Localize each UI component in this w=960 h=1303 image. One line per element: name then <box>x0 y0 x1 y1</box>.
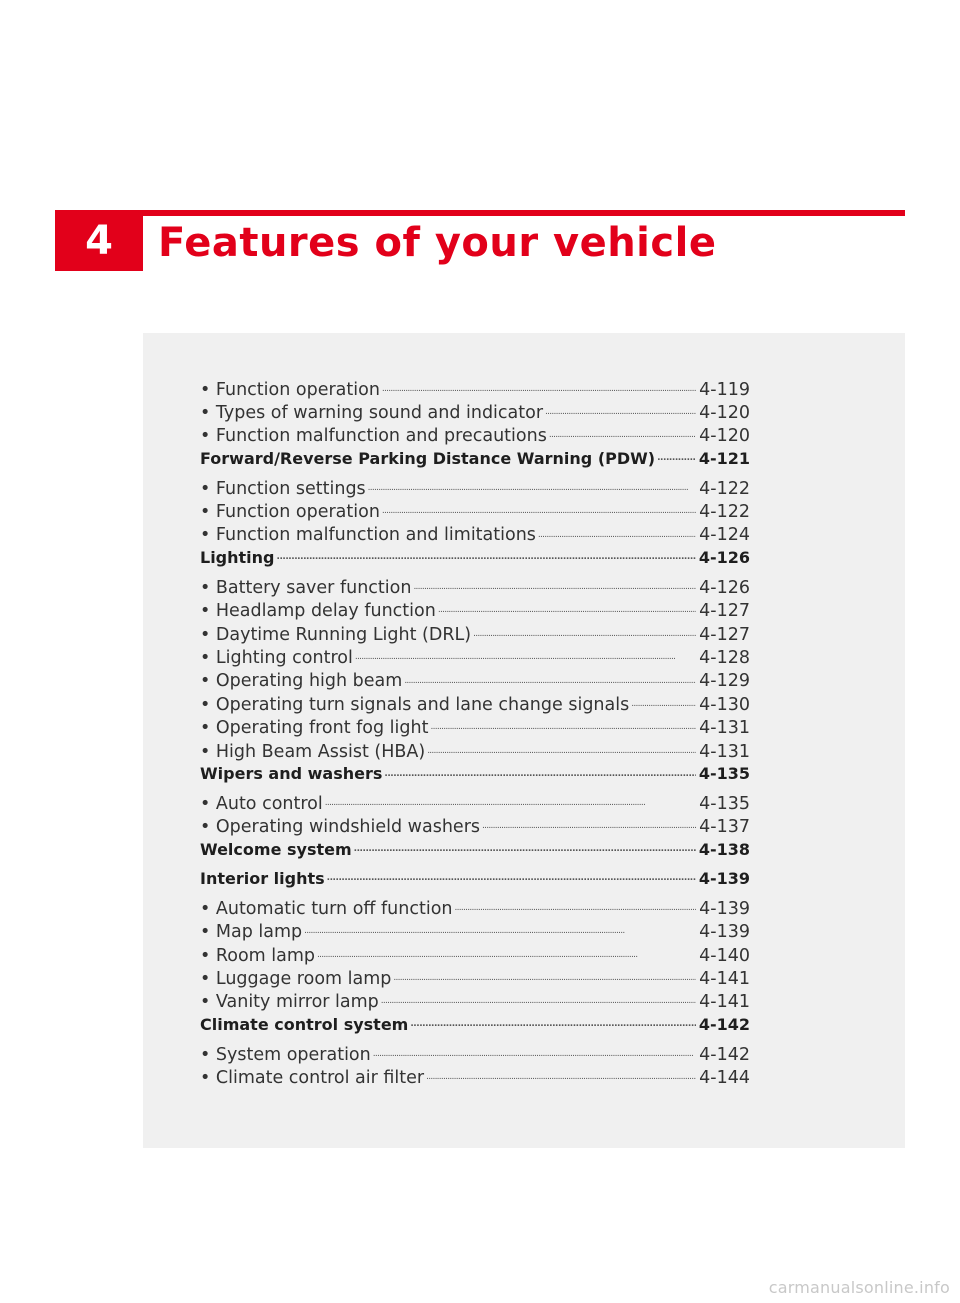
toc-label: • Types of warning sound and indicator <box>200 402 544 423</box>
toc-page-number: 4-131 <box>699 741 750 762</box>
toc-entry[interactable] <box>200 943 750 966</box>
toc-label: • Function malfunction and precautions <box>200 426 547 447</box>
toc-heading[interactable] <box>200 1013 750 1042</box>
toc-entry[interactable] <box>200 476 750 499</box>
toc-entry[interactable] <box>200 815 750 838</box>
toc-leader-dots <box>545 400 696 418</box>
toc-page-number: 4-129 <box>699 671 750 692</box>
toc-entry[interactable] <box>200 599 750 622</box>
toc-label: • Room lamp <box>200 945 316 966</box>
toc-leader-dots <box>473 622 696 640</box>
toc-label: • System operation <box>200 1044 371 1065</box>
toc-leader-dots <box>277 547 696 563</box>
toc-entry[interactable] <box>200 1042 750 1065</box>
toc-leader-dots <box>325 791 696 809</box>
toc-entry[interactable] <box>200 1066 750 1089</box>
toc-entry[interactable] <box>200 990 750 1013</box>
toc-entry[interactable] <box>200 377 750 400</box>
toc-leader-dots <box>426 1066 696 1084</box>
toc-page-number: 4-141 <box>699 968 750 989</box>
toc-label: • Map lamp <box>200 922 303 943</box>
table-of-contents <box>200 377 750 1089</box>
chapter-title: Features of your vehicle <box>158 220 717 266</box>
toc-label: Interior lights <box>200 869 325 889</box>
toc-leader-dots <box>657 448 696 464</box>
toc-page-number: 4-127 <box>699 601 750 622</box>
toc-label: • Operating windshield washers <box>200 817 481 838</box>
toc-label: • Luggage room lamp <box>200 968 392 989</box>
toc-label: • Function malfunction and limitations <box>200 525 536 546</box>
toc-leader-dots <box>304 920 696 938</box>
toc-entry[interactable] <box>200 896 750 919</box>
toc-page-number: 4-120 <box>699 426 750 447</box>
toc-leader-dots <box>538 523 696 541</box>
toc-heading[interactable] <box>200 546 750 575</box>
toc-label: • Battery saver function <box>200 577 412 598</box>
toc-page-number: 4-128 <box>699 648 750 669</box>
toc-leader-dots <box>455 896 697 914</box>
watermark: carmanualsonline.info <box>768 1278 950 1297</box>
toc-label: • Auto control <box>200 793 323 814</box>
toc-label: • Function operation <box>200 379 380 400</box>
toc-page-number: 4-139 <box>698 869 750 889</box>
toc-leader-dots <box>327 868 696 884</box>
toc-label: • Automatic turn off function <box>200 898 453 919</box>
toc-page-number: 4-138 <box>698 840 750 860</box>
toc-entry[interactable] <box>200 500 750 523</box>
toc-label: • Lighting control <box>200 648 353 669</box>
toc-page-number: 4-139 <box>699 898 750 919</box>
toc-entry[interactable] <box>200 966 750 989</box>
toc-label: • Function settings <box>200 478 366 499</box>
toc-label: • High Beam Assist (HBA) <box>200 741 426 762</box>
toc-leader-dots <box>382 377 696 395</box>
toc-page-number: 4-122 <box>699 478 750 499</box>
toc-heading[interactable] <box>200 867 750 896</box>
toc-entry[interactable] <box>200 739 750 762</box>
toc-leader-dots <box>317 943 696 961</box>
toc-leader-dots <box>393 966 696 984</box>
toc-leader-dots <box>413 575 696 593</box>
toc-leader-dots <box>404 669 696 687</box>
toc-label: • Daytime Running Light (DRL) <box>200 624 472 645</box>
toc-label: • Function operation <box>200 502 380 523</box>
toc-label: Lighting <box>200 548 275 568</box>
toc-leader-dots <box>438 599 696 617</box>
toc-entry[interactable] <box>200 575 750 598</box>
toc-page-number: 4-119 <box>699 379 750 400</box>
toc-leader-dots <box>354 839 696 855</box>
toc-page-number: 4-126 <box>698 548 750 568</box>
toc-label: • Headlamp delay function <box>200 601 436 622</box>
toc-page-number: 4-141 <box>699 992 750 1013</box>
toc-heading[interactable] <box>200 447 750 476</box>
toc-page-number: 4-124 <box>699 525 750 546</box>
toc-entry[interactable] <box>200 692 750 715</box>
toc-page-number: 4-131 <box>699 718 750 739</box>
toc-leader-dots <box>381 990 696 1008</box>
toc-entry[interactable] <box>200 400 750 423</box>
toc-label: Welcome system <box>200 840 352 860</box>
toc-page-number: 4-120 <box>699 402 750 423</box>
toc-heading[interactable] <box>200 762 750 791</box>
toc-leader-dots <box>427 739 696 757</box>
toc-label: Wipers and washers <box>200 764 383 784</box>
toc-leader-dots <box>631 692 696 710</box>
toc-leader-dots <box>382 500 696 518</box>
toc-page-number: 4-135 <box>699 793 750 814</box>
toc-entry[interactable] <box>200 646 750 669</box>
toc-page-number: 4-121 <box>698 449 750 469</box>
toc-label: • Operating high beam <box>200 671 403 692</box>
toc-leader-dots <box>430 716 696 734</box>
toc-leader-dots <box>410 1014 695 1030</box>
toc-page-number: 4-126 <box>699 577 750 598</box>
toc-label: • Operating front fog light <box>200 718 429 739</box>
toc-entry[interactable] <box>200 523 750 546</box>
toc-leader-dots <box>355 646 696 664</box>
toc-entry[interactable] <box>200 920 750 943</box>
toc-entry[interactable] <box>200 424 750 447</box>
toc-page-number: 4-122 <box>699 502 750 523</box>
toc-page-number: 4-130 <box>699 694 750 715</box>
toc-label: Forward/Reverse Parking Distance Warning (PDW) <box>200 449 656 469</box>
toc-page-number: 4-139 <box>699 922 750 943</box>
toc-leader-dots <box>384 763 695 779</box>
toc-page-number: 4-142 <box>699 1044 750 1065</box>
toc-page-number: 4-135 <box>698 764 750 784</box>
toc-entry[interactable] <box>200 716 750 739</box>
toc-leader-dots <box>482 815 696 833</box>
chapter-number: 4 <box>55 210 143 271</box>
toc-label: Climate control system <box>200 1015 409 1035</box>
toc-entry[interactable] <box>200 791 750 814</box>
toc-label: • Vanity mirror lamp <box>200 992 379 1013</box>
toc-label: • Operating turn signals and lane change signals <box>200 694 630 715</box>
toc-entry[interactable] <box>200 669 750 692</box>
toc-page-number: 4-137 <box>699 817 750 838</box>
toc-leader-dots <box>373 1042 696 1060</box>
toc-leader-dots <box>549 424 696 442</box>
toc-entry[interactable] <box>200 622 750 645</box>
toc-page-number: 4-142 <box>698 1015 750 1035</box>
toc-page-number: 4-140 <box>699 945 750 966</box>
toc-label: • Climate control air filter <box>200 1068 425 1089</box>
toc-page-number: 4-144 <box>699 1068 750 1089</box>
toc-page-number: 4-127 <box>699 624 750 645</box>
toc-leader-dots <box>368 476 696 494</box>
toc-heading[interactable] <box>200 838 750 867</box>
